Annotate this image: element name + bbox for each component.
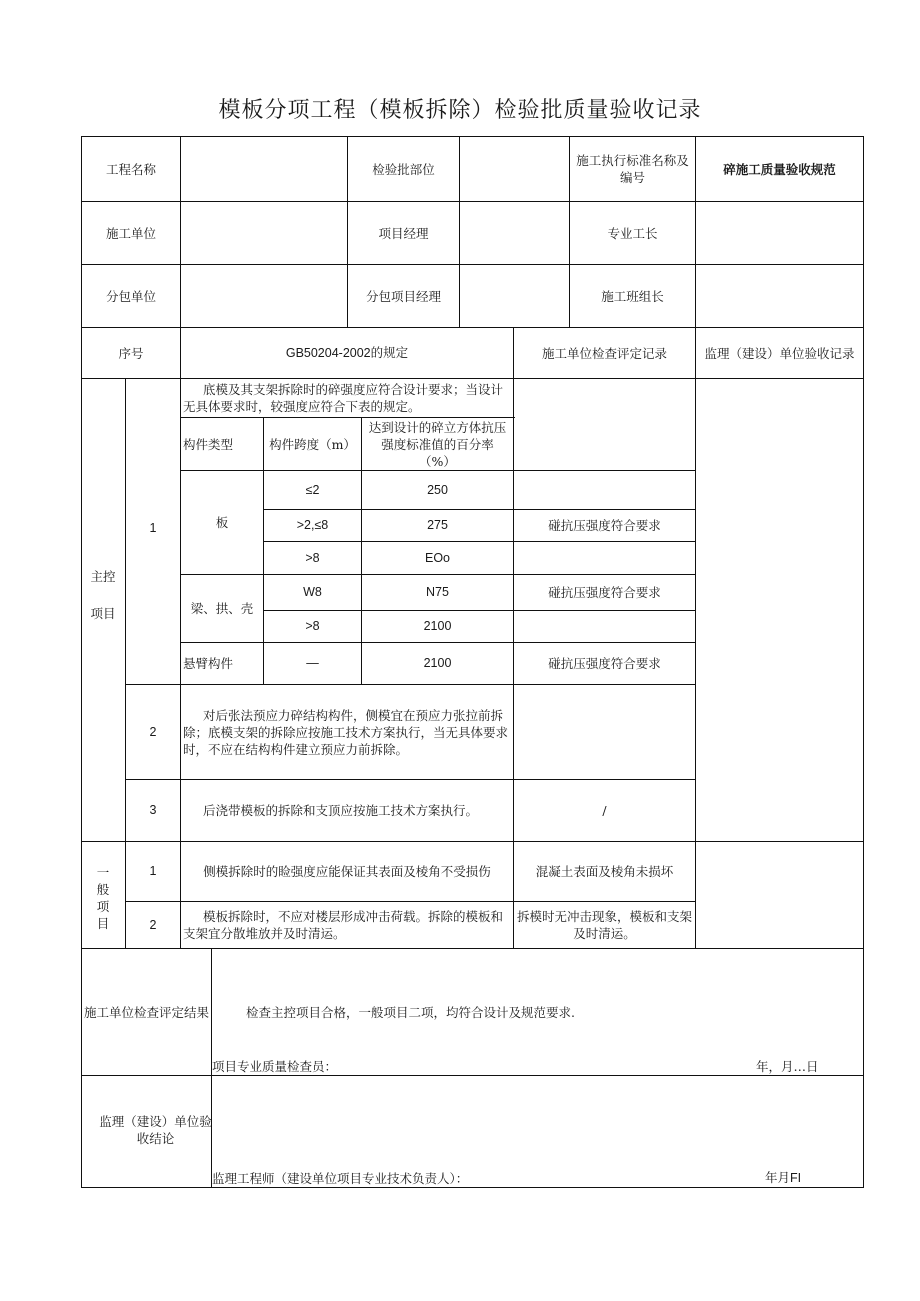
member-type-header: 构件类型 xyxy=(183,436,234,452)
general-item-1-description: 侧模拆除时的睑强度应能保证其表面及棱角不受损伤 xyxy=(203,864,491,879)
span-cell: — xyxy=(306,656,319,670)
strength-cell: 275 xyxy=(427,518,448,532)
general-item-2-no: 2 xyxy=(149,917,157,932)
member-type-cantilever: 悬臂构件 xyxy=(183,656,234,671)
record-cell: 碰抗压强度符合要求 xyxy=(548,585,661,600)
subcontractor-label: 分包单位 xyxy=(105,288,156,304)
strength-cell: 2100 xyxy=(423,619,452,633)
general-item-2-description: 模板拆除时，不应对楼层形成冲击荷载。拆除的模板和支架宜分散堆放并及时清运。 xyxy=(183,909,504,941)
seq-header: 序号 xyxy=(118,345,144,361)
item-2-description: 对后张法预应力碎结构构件，侧模宜在预应力张拉前拆除；底模支架的拆除应按施工技术方案执行，当无具体要求时，不应在结构构件建立预应力前拆除。 xyxy=(183,707,509,757)
conclusion-date: 年，月…日 xyxy=(756,1058,819,1074)
record-cell: 碰抗压强度符合要求 xyxy=(548,518,661,533)
strength-cell: 2100 xyxy=(423,656,452,670)
span-cell: ≤2 xyxy=(305,482,320,497)
general-item-1-record: 混凝土表面及棱角未损坏 xyxy=(535,864,674,879)
general-item-1-no: 1 xyxy=(149,864,157,878)
supervision-date: 年月FI xyxy=(765,1170,802,1185)
record-cell xyxy=(514,611,695,642)
conclusion-text: 检查主控项目合格，一般项目二项，均符合设计及规范要求. xyxy=(246,1004,575,1020)
item-2-no: 2 xyxy=(149,724,157,739)
supervision-engineer-label: 监理工程师（建设单位项目专业技术负责人）： xyxy=(212,1170,469,1186)
general-item-2-record: 拆模时无冲击现象，模板和支架及时清运。 xyxy=(516,909,692,941)
span-cell: >2,≤8 xyxy=(296,518,329,532)
main-control-label: 主控项目 xyxy=(90,569,116,621)
span-cell: >8 xyxy=(305,550,320,565)
item-3-no: 3 xyxy=(149,803,157,817)
project-manager-label: 项目经理 xyxy=(378,225,429,241)
supervisor-check-header: 监理（建设）单位验收记录 xyxy=(704,345,855,361)
item-1-no: 1 xyxy=(149,520,157,535)
supervision-label: 监理（建设）单位验收结论 xyxy=(99,1114,212,1146)
record-cell xyxy=(514,471,695,509)
self-check-header: 施工单位检查评定记录 xyxy=(541,345,667,361)
foreman-label: 专业工长 xyxy=(607,225,658,241)
strength-cell: 250 xyxy=(427,482,448,497)
conclusion-label: 施工单位检查评定结果 xyxy=(84,1004,210,1020)
page-title: 模板分项工程（模板拆除）检验批质量验收记录 xyxy=(218,98,702,123)
strength-cell: EOo xyxy=(424,550,450,565)
record-cell xyxy=(514,542,695,574)
spec-header: GB50204-2002的规定 xyxy=(285,345,409,360)
inspection-part-label: 检验批部位 xyxy=(372,161,435,177)
standard-label: 施工执行标准名称及编号 xyxy=(576,153,689,185)
span-cell: W8 xyxy=(303,585,322,599)
inspection-part-value[interactable] xyxy=(460,137,569,201)
team-leader-label: 施工班组长 xyxy=(601,288,664,304)
item-3-description: 后浇带模板的拆除和支顶应按施工技术方案执行。 xyxy=(203,803,479,818)
strength-header: 达到设计的碎立方体抗压强度标准值的百分率（%） xyxy=(368,419,507,469)
member-type-beam: 梁、拱、壳 xyxy=(190,601,254,616)
project-name-value[interactable] xyxy=(181,137,347,201)
strength-cell: N75 xyxy=(426,585,449,599)
sub-manager-label: 分包项目经理 xyxy=(365,288,441,304)
item-2-record xyxy=(514,685,695,779)
quality-inspector-label: 项目专业质量检查员： xyxy=(212,1058,338,1074)
item-3-record: / xyxy=(602,803,607,818)
general-label: 一般项目 xyxy=(96,864,110,931)
member-type-slab: 板 xyxy=(215,515,229,530)
standard-value: 碎施工质量验收规范 xyxy=(723,161,836,177)
project-name-label: 工程名称 xyxy=(105,161,156,177)
construction-unit-label: 施工单位 xyxy=(105,225,156,241)
span-cell: >8 xyxy=(305,619,320,633)
item-1-description: 底模及其支架拆除时的碎强度应符合设计要求；当设计无具体要求时，较强度应符合下表的规定。 xyxy=(183,382,504,414)
record-cell: 碰抗压强度符合要求 xyxy=(548,656,661,671)
span-header: 构件跨度（m） xyxy=(269,436,356,452)
